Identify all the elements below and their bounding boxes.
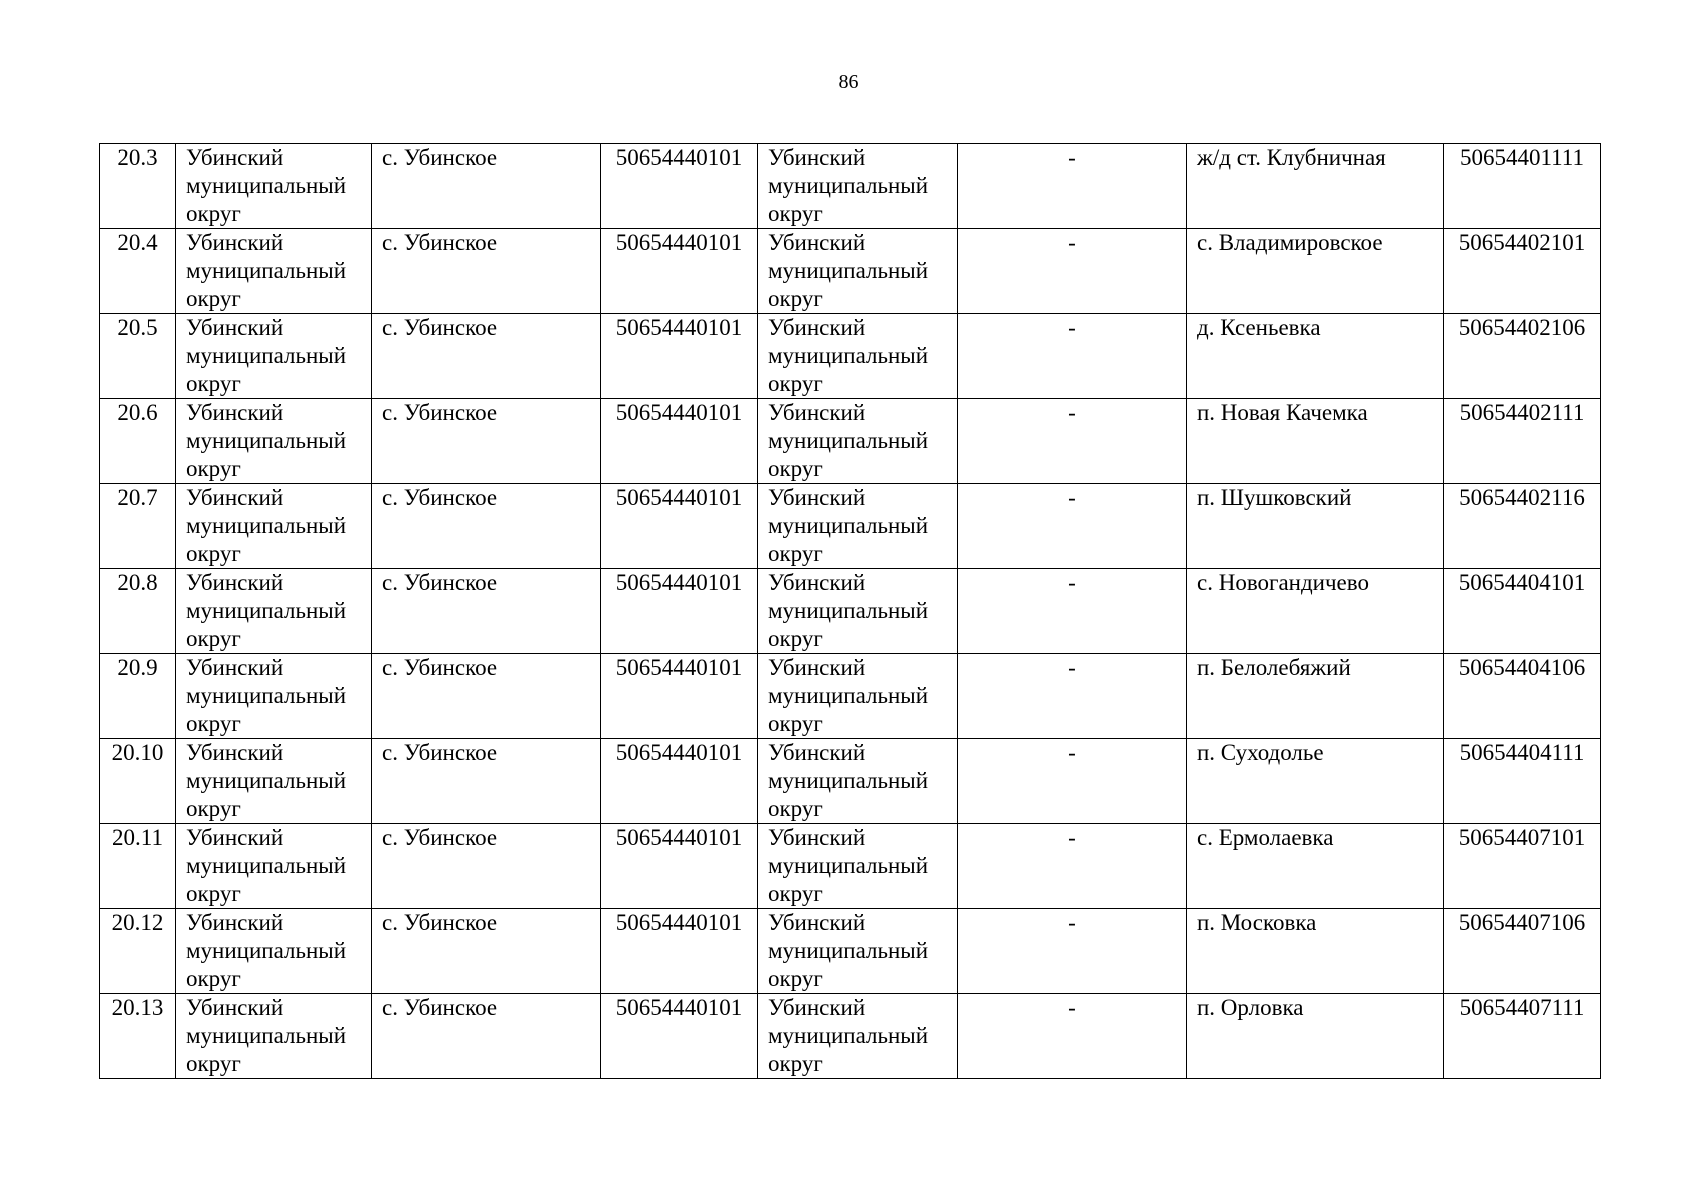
admin-center-code-cell: 50654440101 xyxy=(601,909,758,994)
table-row xyxy=(100,569,1601,654)
empty-dash-cell: - xyxy=(958,569,1187,654)
admin-center-cell: с. Убинское xyxy=(372,654,601,739)
admin-center-code-cell: 50654440101 xyxy=(601,654,758,739)
row-number-cell: 20.10 xyxy=(100,739,176,824)
row-number-cell: 20.7 xyxy=(100,484,176,569)
settlement-cell: п. Шушковский xyxy=(1187,484,1444,569)
admin-center-cell: с. Убинское xyxy=(372,994,601,1079)
admin-center-cell: с. Убинское xyxy=(372,399,601,484)
municipal-district-cell: Убинский муниципальный округ xyxy=(758,484,958,569)
admin-center-code-cell: 50654440101 xyxy=(601,229,758,314)
municipal-district-cell: Убинский муниципальный округ xyxy=(758,314,958,399)
admin-center-code-cell: 50654440101 xyxy=(601,994,758,1079)
admin-center-cell: с. Убинское xyxy=(372,909,601,994)
settlement-cell: п. Новая Качемка xyxy=(1187,399,1444,484)
settlement-cell: п. Орловка xyxy=(1187,994,1444,1079)
row-number-cell: 20.13 xyxy=(100,994,176,1079)
settlement-cell: ж/д ст. Клубничная xyxy=(1187,144,1444,229)
table-row xyxy=(100,824,1601,909)
municipal-district-cell: Убинский муниципальный округ xyxy=(758,739,958,824)
table-row xyxy=(100,739,1601,824)
district-cell: Убинский муниципальный округ xyxy=(176,654,372,739)
district-cell: Убинский муниципальный округ xyxy=(176,909,372,994)
settlement-cell: д. Ксеньевка xyxy=(1187,314,1444,399)
admin-center-code-cell: 50654440101 xyxy=(601,144,758,229)
settlement-code-cell: 50654402101 xyxy=(1444,229,1601,314)
admin-center-cell: с. Убинское xyxy=(372,569,601,654)
settlement-code-cell: 50654404101 xyxy=(1444,569,1601,654)
table-row xyxy=(100,654,1601,739)
settlement-cell: п. Белолебяжий xyxy=(1187,654,1444,739)
empty-dash-cell: - xyxy=(958,314,1187,399)
row-number-cell: 20.6 xyxy=(100,399,176,484)
table-row xyxy=(100,994,1601,1079)
admin-center-code-cell: 50654440101 xyxy=(601,739,758,824)
municipal-district-cell: Убинский муниципальный округ xyxy=(758,909,958,994)
district-cell: Убинский муниципальный округ xyxy=(176,994,372,1079)
admin-center-cell: с. Убинское xyxy=(372,739,601,824)
admin-center-cell: с. Убинское xyxy=(372,314,601,399)
page-number: 86 xyxy=(838,71,859,93)
admin-center-code-cell: 50654440101 xyxy=(601,824,758,909)
row-number-cell: 20.8 xyxy=(100,569,176,654)
settlement-cell: с. Ермолаевка xyxy=(1187,824,1444,909)
municipal-district-cell: Убинский муниципальный округ xyxy=(758,654,958,739)
district-cell: Убинский муниципальный округ xyxy=(176,484,372,569)
admin-center-code-cell: 50654440101 xyxy=(601,399,758,484)
admin-center-code-cell: 50654440101 xyxy=(601,569,758,654)
empty-dash-cell: - xyxy=(958,994,1187,1079)
settlement-cell: с. Владимировское xyxy=(1187,229,1444,314)
empty-dash-cell: - xyxy=(958,824,1187,909)
table-body xyxy=(100,144,1601,1079)
table-row xyxy=(100,144,1601,229)
municipal-district-cell: Убинский муниципальный округ xyxy=(758,399,958,484)
settlement-code-cell: 50654407101 xyxy=(1444,824,1601,909)
municipal-district-cell: Убинский муниципальный округ xyxy=(758,569,958,654)
admin-center-cell: с. Убинское xyxy=(372,229,601,314)
settlement-code-cell: 50654402111 xyxy=(1444,399,1601,484)
settlement-code-cell: 50654407106 xyxy=(1444,909,1601,994)
municipal-district-cell: Убинский муниципальный округ xyxy=(758,229,958,314)
admin-center-cell: с. Убинское xyxy=(372,144,601,229)
settlement-code-cell: 50654402116 xyxy=(1444,484,1601,569)
district-cell: Убинский муниципальный округ xyxy=(176,824,372,909)
empty-dash-cell: - xyxy=(958,144,1187,229)
district-cell: Убинский муниципальный округ xyxy=(176,314,372,399)
district-cell: Убинский муниципальный округ xyxy=(176,229,372,314)
district-cell: Убинский муниципальный округ xyxy=(176,569,372,654)
settlement-code-cell: 50654404106 xyxy=(1444,654,1601,739)
table-row xyxy=(100,399,1601,484)
settlement-code-cell: 50654402106 xyxy=(1444,314,1601,399)
municipal-district-cell: Убинский муниципальный округ xyxy=(758,994,958,1079)
district-cell: Убинский муниципальный округ xyxy=(176,739,372,824)
admin-center-code-cell: 50654440101 xyxy=(601,314,758,399)
empty-dash-cell: - xyxy=(958,654,1187,739)
row-number-cell: 20.11 xyxy=(100,824,176,909)
municipal-district-cell: Убинский муниципальный округ xyxy=(758,824,958,909)
settlement-cell: п. Московка xyxy=(1187,909,1444,994)
settlement-code-cell: 50654407111 xyxy=(1444,994,1601,1079)
row-number-cell: 20.9 xyxy=(100,654,176,739)
municipal-district-cell: Убинский муниципальный округ xyxy=(758,144,958,229)
row-number-cell: 20.5 xyxy=(100,314,176,399)
settlement-cell: п. Суходолье xyxy=(1187,739,1444,824)
empty-dash-cell: - xyxy=(958,739,1187,824)
district-cell: Убинский муниципальный округ xyxy=(176,399,372,484)
settlement-cell: с. Новогандичево xyxy=(1187,569,1444,654)
settlement-code-cell: 50654404111 xyxy=(1444,739,1601,824)
admin-center-code-cell: 50654440101 xyxy=(601,484,758,569)
empty-dash-cell: - xyxy=(958,399,1187,484)
admin-center-cell: с. Убинское xyxy=(372,824,601,909)
empty-dash-cell: - xyxy=(958,909,1187,994)
admin-center-cell: с. Убинское xyxy=(372,484,601,569)
row-number-cell: 20.12 xyxy=(100,909,176,994)
table-row xyxy=(100,314,1601,399)
table-row xyxy=(100,484,1601,569)
row-number-cell: 20.4 xyxy=(100,229,176,314)
district-cell: Убинский муниципальный округ xyxy=(176,144,372,229)
empty-dash-cell: - xyxy=(958,229,1187,314)
table-row xyxy=(100,229,1601,314)
settlement-code-cell: 50654401111 xyxy=(1444,144,1601,229)
table-row xyxy=(100,909,1601,994)
settlements-table xyxy=(99,143,1601,1079)
row-number-cell: 20.3 xyxy=(100,144,176,229)
empty-dash-cell: - xyxy=(958,484,1187,569)
